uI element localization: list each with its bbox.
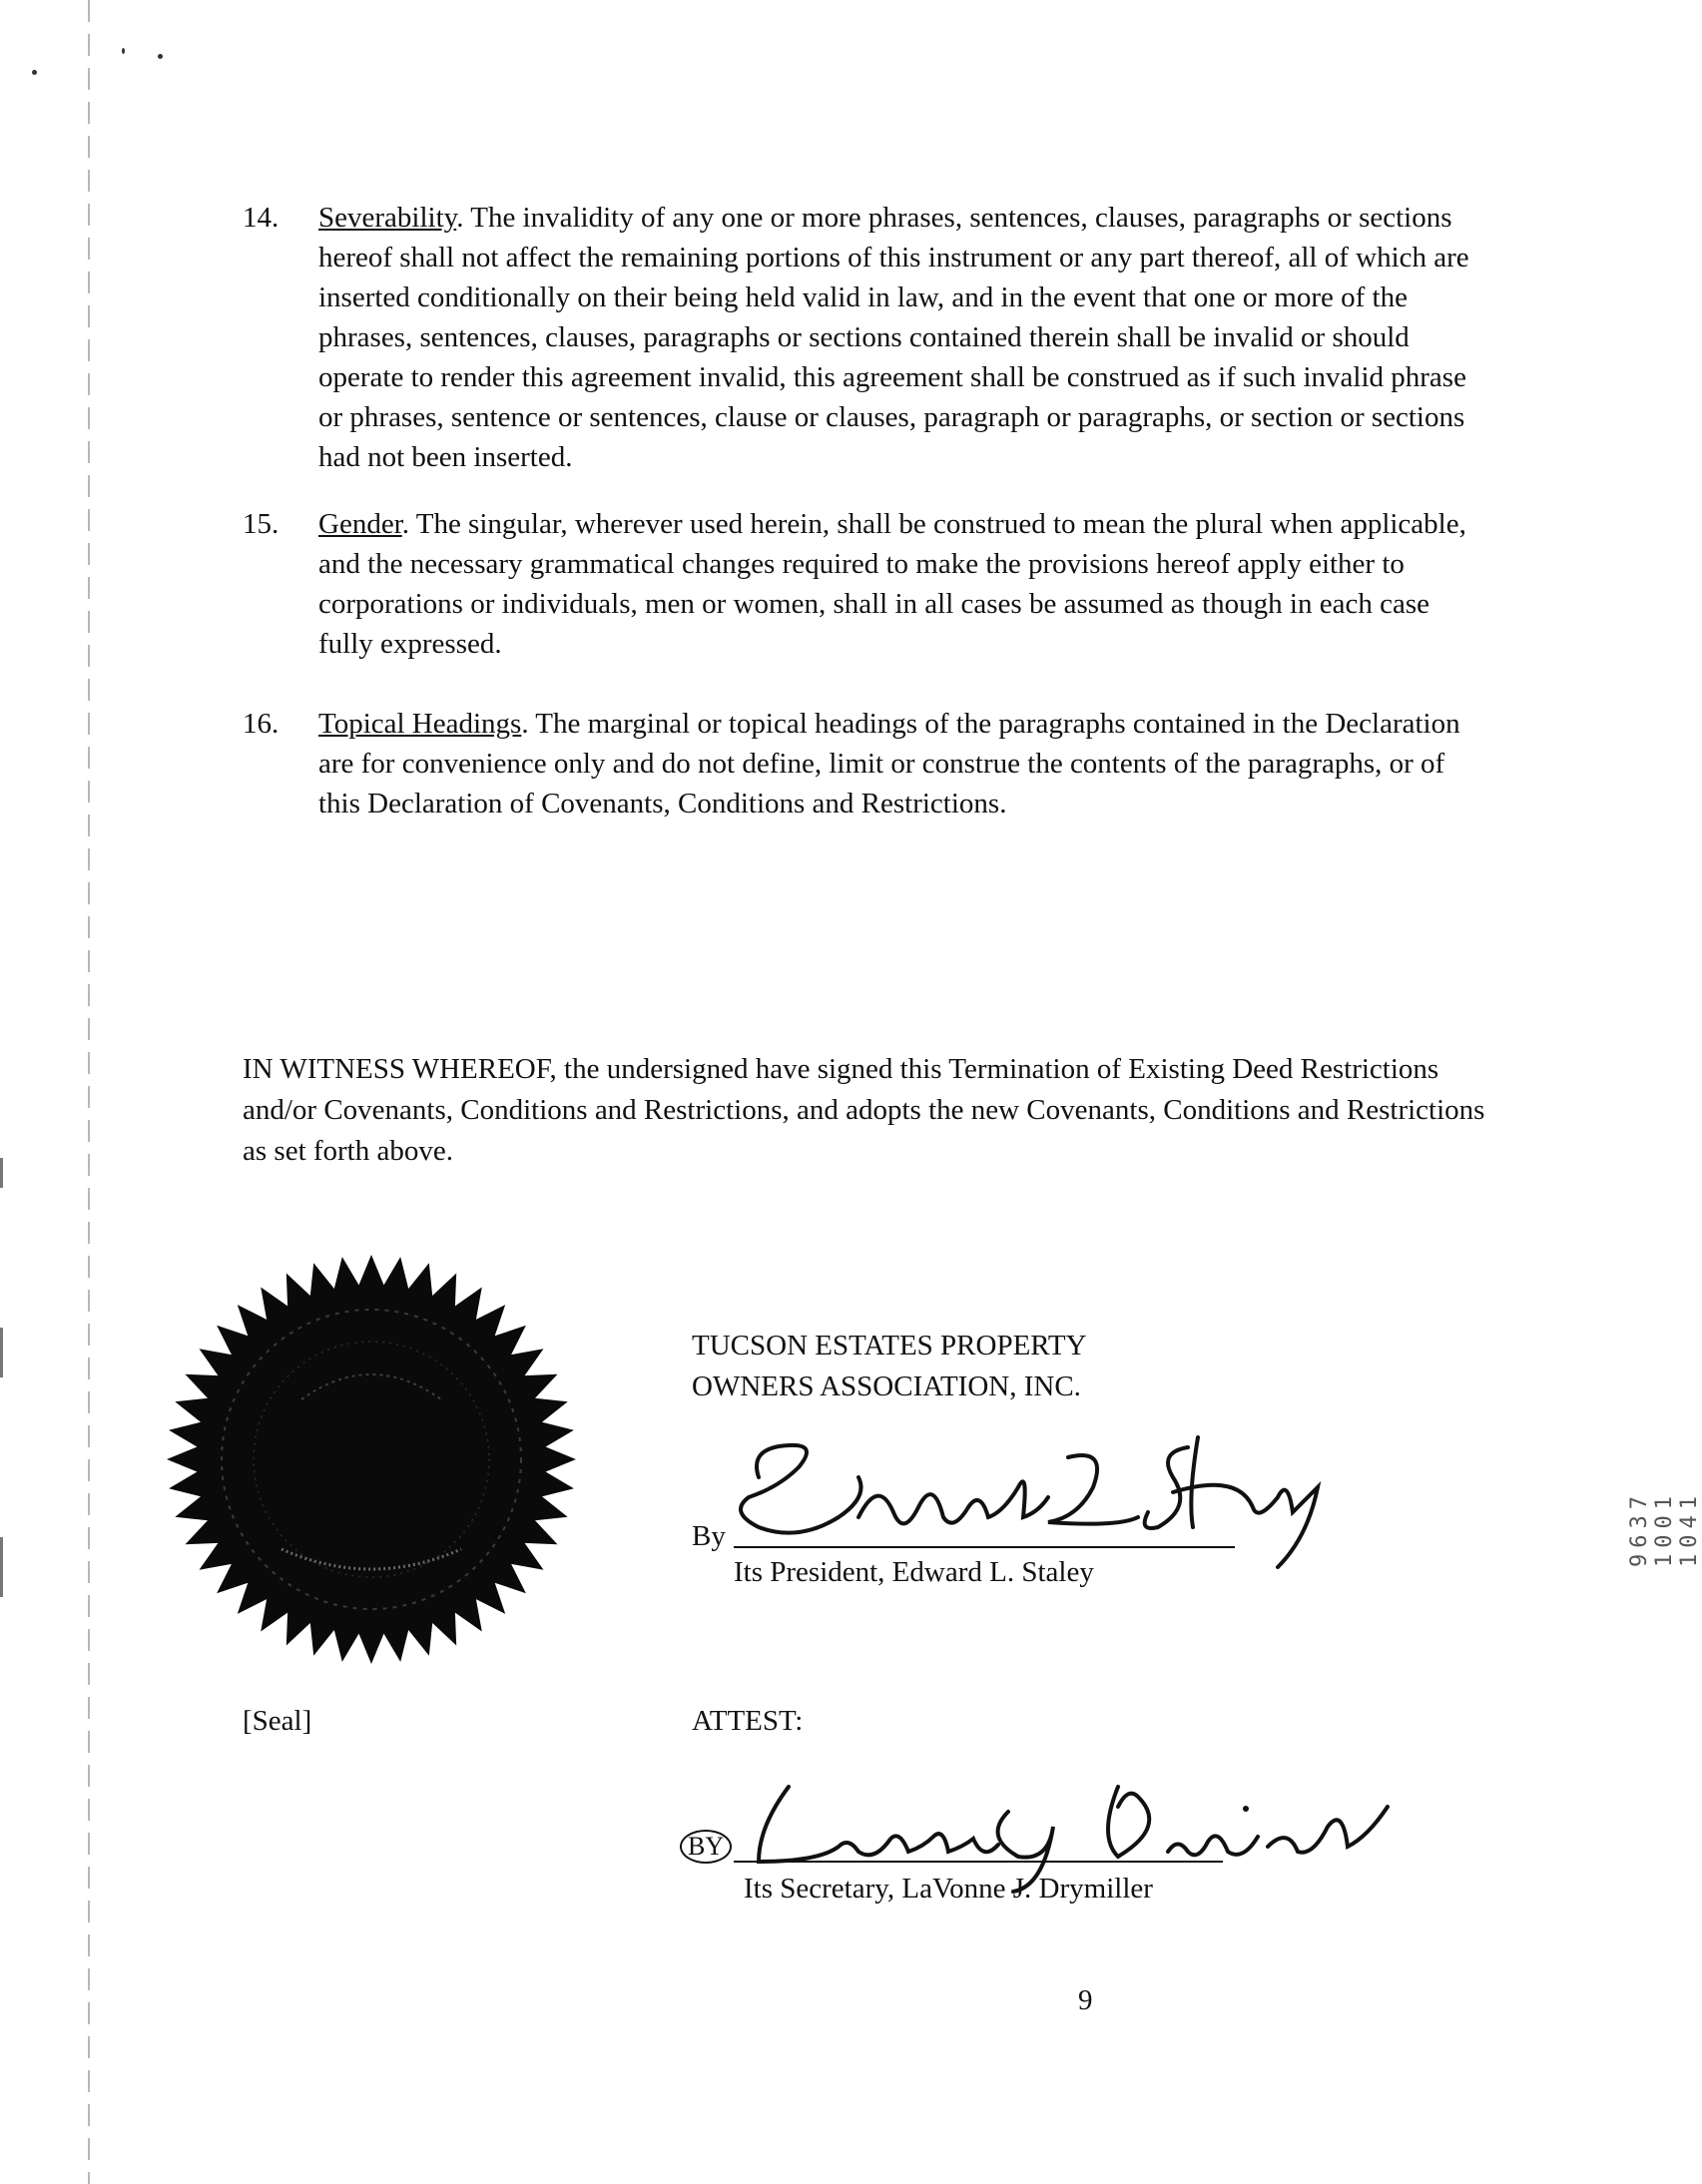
secretary-title: Its Secretary, LaVonne J. Drymiller (744, 1873, 1153, 1905)
scan-speck (158, 54, 163, 59)
section-number: 14. (243, 202, 280, 234)
organization-line-1: TUCSON ESTATES PROPERTY (692, 1330, 1087, 1362)
recording-stamp: 9637 1001 1041 (1627, 1490, 1702, 1567)
attest-by-label: BY (680, 1830, 732, 1864)
organization-name (692, 1326, 1087, 1407)
section-body: . The singular, wherever used herein, shall be construed to mean the plural when applicable, and the necessary grammatical changes required to make the provisions hereof apply either to corporations or individuals, men or women, shall in all cases be assumed as though in each case fully expressed. (318, 508, 1466, 660)
by-label: By (692, 1520, 726, 1552)
section-16 (243, 704, 1485, 823)
section-body: . The marginal or topical headings of the paragraphs contained in the Declaration are for convenience only and do not define, limit or construe the contents of the paragraphs, or of this Declaration of Covenants, Conditions and Restrictions. (318, 708, 1460, 819)
page-number: 9 (1078, 1984, 1093, 2016)
president-title: Its President, Edward L. Staley (734, 1556, 1094, 1588)
section-heading: Topical Headings (318, 708, 522, 740)
corporate-seal-icon (162, 1250, 581, 1669)
section-body: . The invalidity of any one or more phrases, sentences, clauses, paragraphs or sections hereof shall not affect the remaining portions of this instrument or any part thereof, all of which are inserted conditionally on their being held valid in law, and in the event that one or more of the phrases, sentences, clauses, paragraphs or sections contained therein shall be invalid or should operate to render this agreement invalid, this agreement shall be construed as if such invalid phrase or phrases, sentence or sentences, clause or clauses, paragraph or paragraphs, or section or sections had not been inserted. (318, 202, 1469, 473)
section-heading: Gender (318, 508, 402, 540)
section-14 (243, 198, 1485, 477)
section-text (318, 198, 1485, 477)
section-number: 16. (243, 708, 280, 740)
section-text (318, 704, 1485, 823)
scan-edge-mark (0, 1158, 3, 1188)
section-number: 15. (243, 508, 280, 540)
signature-line (734, 1546, 1235, 1548)
scan-edge-line (88, 0, 90, 2184)
scan-speck (32, 70, 37, 75)
signature-line (734, 1861, 1223, 1863)
section-15 (243, 504, 1485, 664)
scan-speck (122, 48, 125, 54)
organization-line-2: OWNERS ASSOCIATION, INC. (692, 1370, 1081, 1402)
section-heading: Severability (318, 202, 457, 234)
section-text (318, 504, 1485, 664)
scan-edge-mark (0, 1537, 3, 1597)
seal-label: [Seal] (243, 1705, 312, 1737)
attest-label: ATTEST: (692, 1705, 804, 1737)
scan-edge-mark (0, 1328, 3, 1377)
witness-clause: IN WITNESS WHEREOF, the undersigned have signed this Termination of Existing Deed Restrictions and/or Covenants, Conditions and Restrictions, and adopts the new Covenants, Conditions and Restrictions as set forth above. (243, 1053, 1485, 1167)
